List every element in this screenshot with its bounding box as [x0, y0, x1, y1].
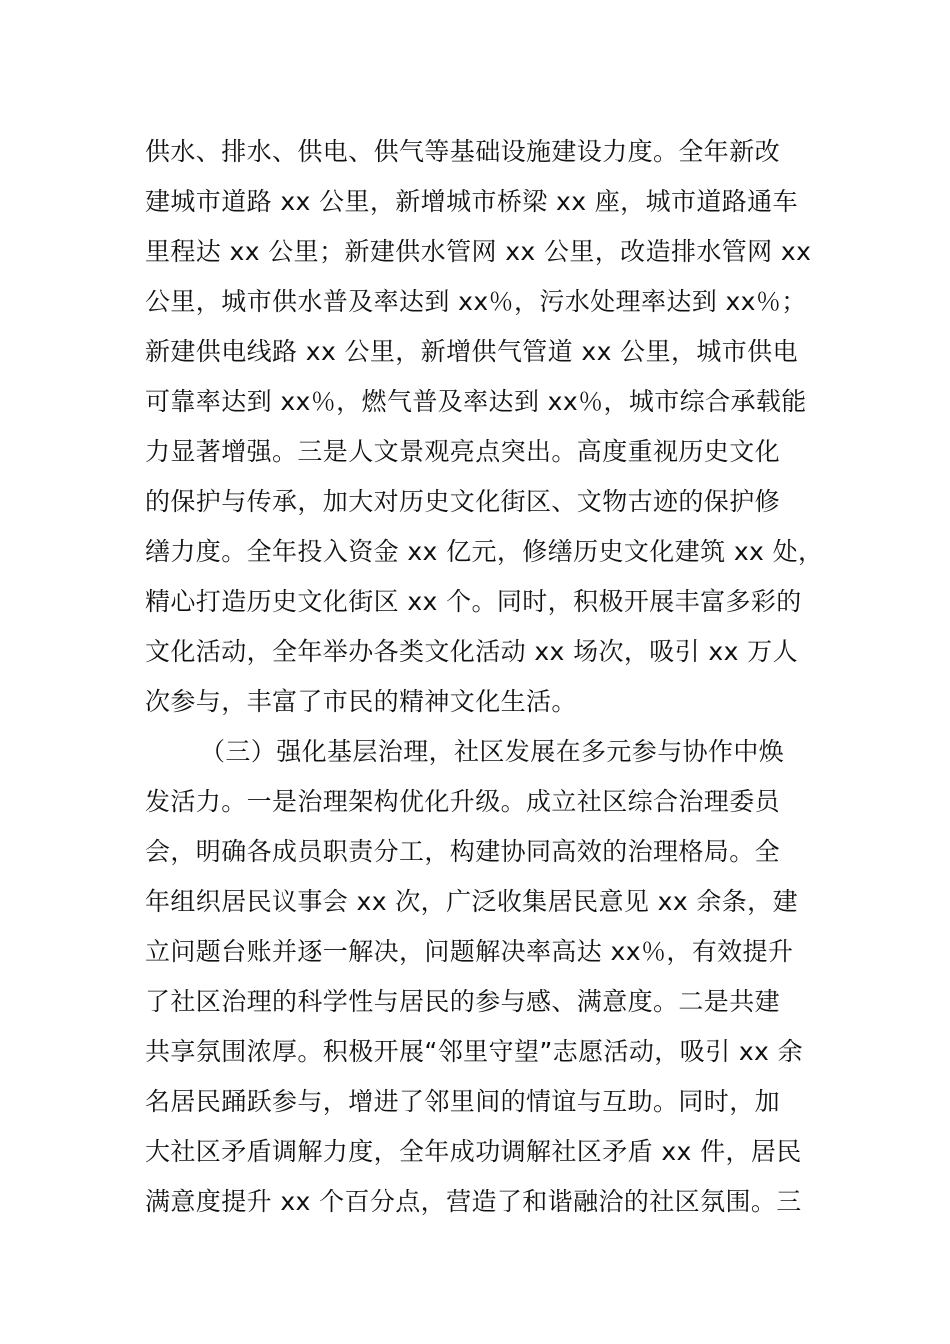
text-line: 建城市道路 xx 公里，新增城市桥梁 xx 座，城市道路通车 — [145, 187, 798, 216]
text-line: 发活力。一是治理架构优化升级。成立社区综合治理委员 — [145, 787, 781, 816]
text-line: 供水、排水、供电、供气等基础设施建设力度。全年新改 — [145, 137, 781, 166]
section-heading-line: （三）强化基层治理，社区发展在多元参与协作中焕 — [200, 737, 785, 766]
text-line: 满意度提升 xx 个百分点，营造了和谐融洽的社区氛围。三 — [145, 1187, 802, 1216]
text-line: 力显著增强。三是人文景观亮点突出。高度重视历史文化 — [145, 437, 781, 466]
text-line: 公里，城市供水普及率达到 xx％，污水处理率达到 xx％； — [145, 287, 807, 316]
text-line: 会，明确各成员职责分工，构建协同高效的治理格局。全 — [145, 837, 781, 866]
text-line: 立问题台账并逐一解决，问题解决率高达 xx％，有效提升 — [145, 937, 794, 966]
text-line: 新建供电线路 xx 公里，新增供气管道 xx 公里，城市供电 — [145, 337, 798, 366]
text-line: 名居民踊跃参与，增进了邻里间的情谊与互助。同时，加 — [145, 1087, 781, 1116]
text-line: 大社区矛盾调解力度，全年成功调解社区矛盾 xx 件，居民 — [145, 1137, 802, 1166]
text-line: 缮力度。全年投入资金 xx 亿元，修缮历史文化建筑 xx 处， — [145, 537, 824, 566]
text-line: 可靠率达到 xx％，燃气普及率达到 xx％，城市综合承载能 — [145, 387, 807, 416]
text-line: 年组织居民议事会 xx 次，广泛收集居民意见 xx 余条，建 — [145, 887, 798, 916]
text-line: 的保护与传承，加大对历史文化街区、文物古迹的保护修 — [145, 487, 781, 516]
text-line: 精心打造历史文化街区 xx 个。同时，积极开展丰富多彩的 — [145, 587, 802, 616]
text-line: 共享氛围浓厚。积极开展“邻里守望”志愿活动，吸引 xx 余 — [145, 1037, 803, 1066]
text-line: 文化活动，全年举办各类文化活动 xx 场次，吸引 xx 万人 — [145, 637, 798, 666]
text-line: 里程达 xx 公里；新建供水管网 xx 公里，改造排水管网 xx — [145, 237, 812, 266]
text-line: 了社区治理的科学性与居民的参与感、满意度。二是共建 — [145, 987, 781, 1016]
text-line: 次参与，丰富了市民的精神文化生活。 — [145, 687, 577, 716]
